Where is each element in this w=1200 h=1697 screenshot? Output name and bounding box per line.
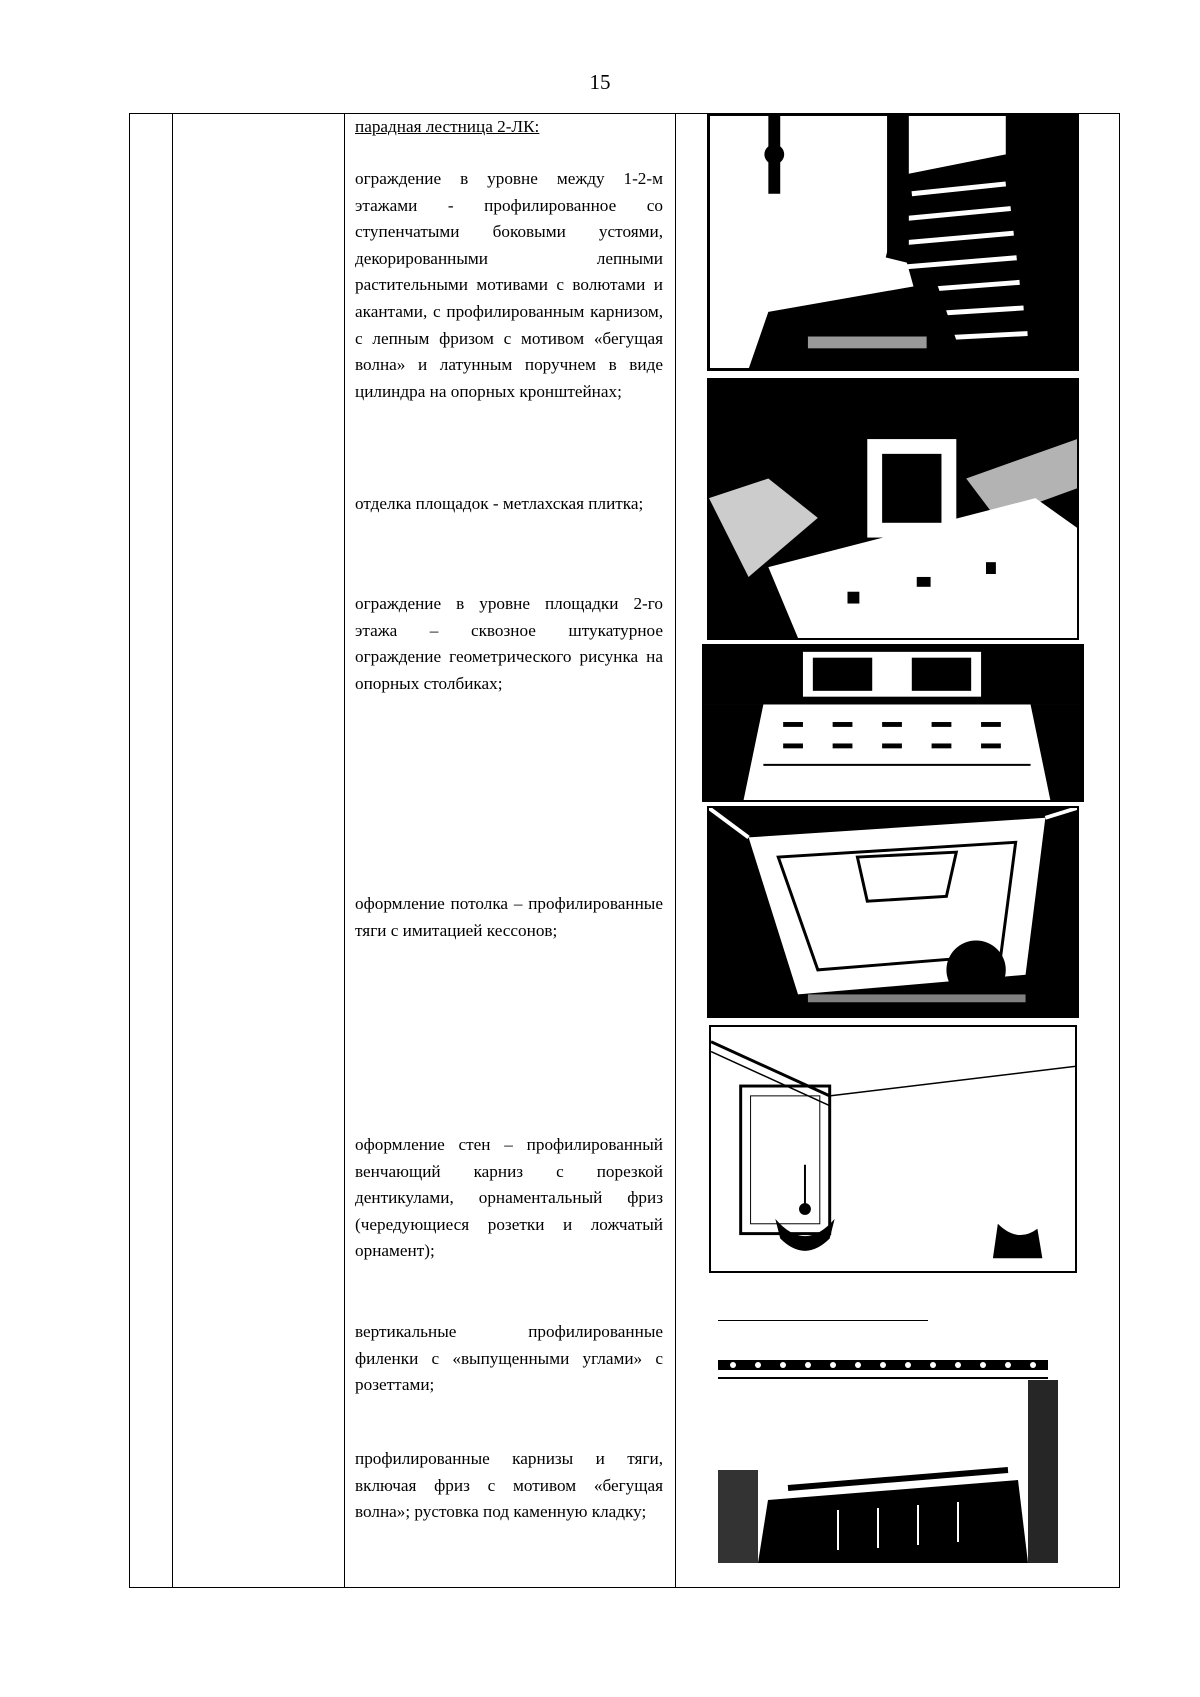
photo-staircase-flight — [707, 113, 1079, 371]
column-divider-3 — [675, 114, 676, 1587]
desc-panels: вертикальные профилированные филенки с «выпущенными углами» с розеттами; — [355, 1322, 663, 1395]
photo-balustrade — [702, 644, 1084, 802]
desc-ceiling: оформление потолка – профилированные тяги с имитацией кессонов; — [355, 894, 663, 940]
desc-railing-1-2-floors: ограждение в уровне между 1-2-м этажами - профилированное со ступенчатыми боковыми устоями, декорированными лепными растительными мотивами с волютами и акантами, с профилированным карнизом, с лепным фризом с мотивом «бегущая волна» и латунным поручнем в виде цилиндра на опорных кронштейнах; — [355, 169, 663, 401]
column-divider-2 — [344, 114, 345, 1587]
page-number: 15 — [589, 70, 611, 94]
section-heading: парадная лестница 2-ЛК: — [355, 117, 540, 136]
desc-walls: оформление стен – профилированный венчающий карниз с порезкой дентикулами, орнаментальный фриз (чередующиеся розетки и ложчатый орнамент); — [355, 1135, 663, 1261]
desc-railing-2nd-landing: ограждение в уровне площадки 2-го этажа – сквозное штукатурное ограждение геометрического рисунка на опорных столбиках; — [355, 594, 663, 693]
desc-landing-finish: отделка площадок - метлахская плитка; — [355, 494, 644, 513]
photo-landing-tiles — [707, 378, 1079, 640]
column-divider-1 — [172, 114, 173, 1587]
photo-wall-cornice — [709, 1025, 1077, 1273]
photo-ceiling — [707, 806, 1079, 1018]
desc-cornices: профилированные карнизы и тяги, включая фриз с мотивом «бегущая волна»; рустовка под каменную кладку; — [355, 1449, 663, 1522]
photo-frieze — [718, 1320, 1070, 1563]
